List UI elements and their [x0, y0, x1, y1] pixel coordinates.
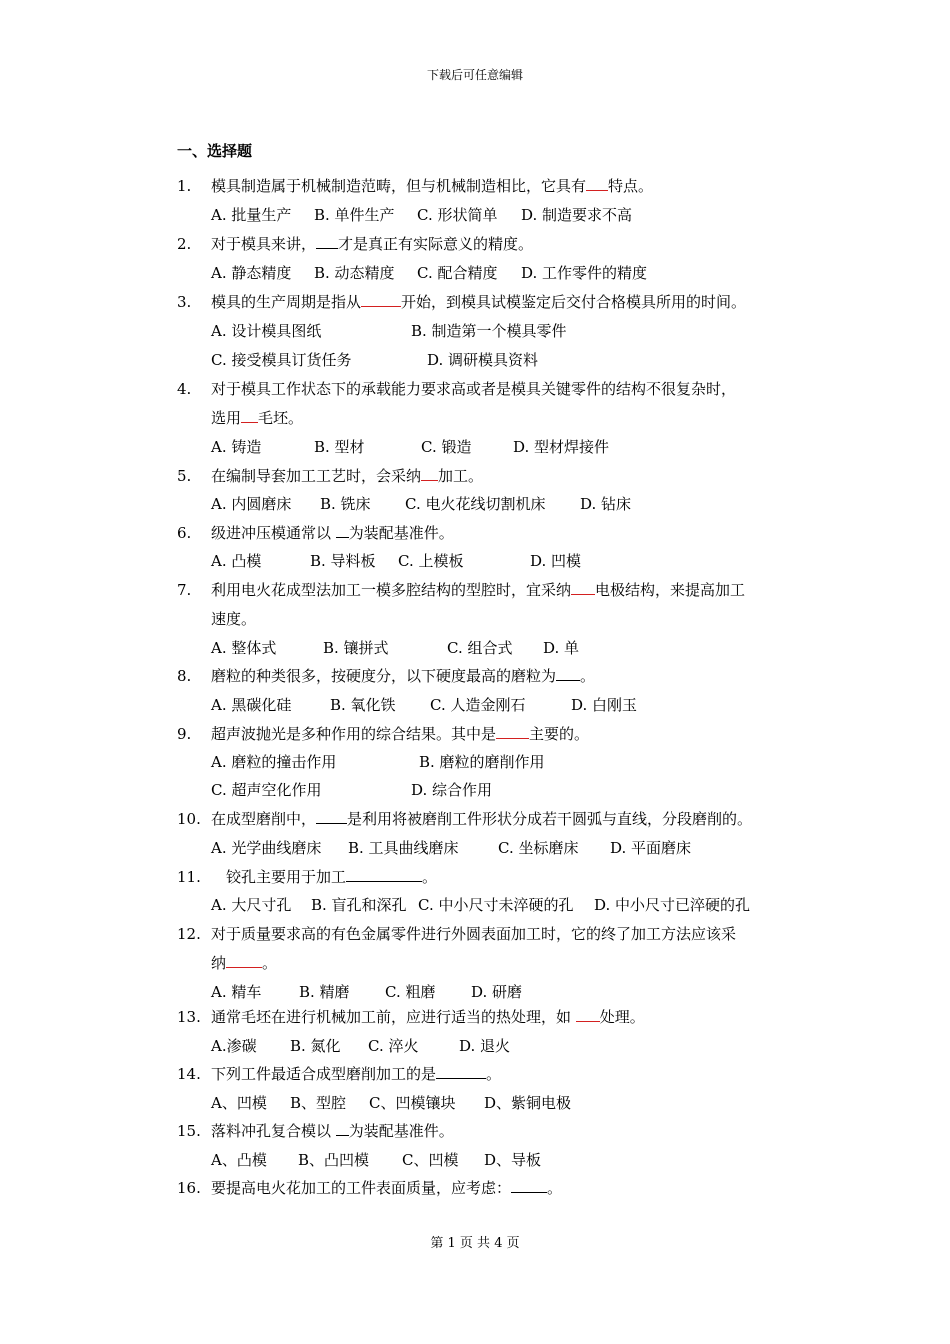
option-b: B. 导料板 [310, 552, 376, 570]
option-d: D. 调研模具资料 [427, 351, 539, 369]
option-d: D. 制造要求不高 [521, 206, 633, 224]
answer-blank [316, 232, 338, 249]
option-b: B. 动态精度 [314, 264, 395, 282]
answer-blank [571, 578, 595, 595]
option-b: B. 型材 [314, 438, 365, 456]
option-d: D. 凹模 [530, 552, 582, 570]
option-b: B. 磨粒的磨削作用 [419, 753, 545, 771]
question-text: 下列工件最适合成型磨削加工的是 。 [211, 1061, 501, 1087]
question-text: 级进冲压模通常以 为装配基准件。 [211, 520, 454, 546]
question-number: 8. [177, 667, 192, 685]
option-d: D. 白刚玉 [571, 696, 638, 714]
answer-blank [421, 464, 438, 481]
option-d: D. 单 [543, 639, 580, 657]
question-text: 对于模具来讲， 才是真正有实际意义的精度。 [211, 231, 533, 257]
answer-blank [436, 1062, 486, 1079]
answer-blank [336, 1119, 349, 1136]
option-a: A、凸模 [211, 1151, 267, 1169]
option-a: A. 内圆磨床 [211, 495, 292, 513]
option-a: A.渗碳 [211, 1037, 257, 1055]
question-number: 11. [177, 868, 201, 886]
answer-blank [511, 1176, 547, 1193]
option-b: B. 氮化 [290, 1037, 341, 1055]
answer-blank [556, 664, 580, 681]
option-c: C. 坐标磨床 [498, 839, 579, 857]
option-b: B、型腔 [290, 1094, 347, 1112]
option-c: C. 粗磨 [385, 983, 436, 1001]
page-header: 下载后可任意编辑 [426, 68, 523, 82]
option-b: B. 氧化铁 [330, 696, 396, 714]
question-text: 模具制造属于机械制造范畴，但与机械制造相比，它具有 特点。 [211, 173, 653, 199]
question-number: 12. [177, 925, 201, 943]
option-d: D. 综合作用 [411, 781, 493, 799]
question-text: 对于质量要求高的有色金属零件进行外圆表面加工时，它的终了加工方法应该采 [211, 925, 737, 943]
option-c: C. 淬火 [368, 1037, 419, 1055]
option-d: D. 型材焊接件 [513, 438, 610, 456]
answer-blank [361, 290, 401, 307]
option-b: B. 制造第一个模具零件 [411, 322, 567, 340]
answer-blank [586, 174, 608, 191]
option-a: A. 静态精度 [211, 264, 292, 282]
question-number: 2. [177, 235, 192, 253]
option-b: B. 镶拼式 [323, 639, 389, 657]
answer-blank [346, 865, 422, 882]
section-title: 一、选择题 [177, 142, 253, 160]
option-a: A. 黑碳化硅 [211, 696, 292, 714]
question-number: 14. [177, 1065, 201, 1083]
question-text: 超声波抛光是多种作用的综合结果。其中是 主要的。 [211, 721, 589, 747]
answer-blank [226, 951, 262, 968]
question-text: 利用电火花成型法加工一模多腔结构的型腔时，宜采纳 电极结构，来提高加工 [211, 577, 745, 603]
option-a: A. 光学曲线磨床 [211, 839, 322, 857]
question-text: 铰孔主要用于加工 。 [226, 864, 437, 890]
option-d: D、导板 [484, 1151, 542, 1169]
option-b: B、凸凹模 [298, 1151, 370, 1169]
option-b: B. 工具曲线磨床 [348, 839, 459, 857]
question-number: 10. [177, 810, 201, 828]
option-c: C. 电火花线切割机床 [405, 495, 546, 513]
question-number: 7. [177, 581, 192, 599]
question-number: 3. [177, 293, 192, 311]
option-b: B. 单件生产 [314, 206, 395, 224]
question-text: 在编制导套加工工艺时，会采纳 加工。 [211, 463, 483, 489]
option-c: C. 上模板 [398, 552, 464, 570]
option-a: A. 整体式 [211, 639, 277, 657]
option-c: C. 配合精度 [417, 264, 498, 282]
question-text: 选用 毛坯。 [211, 405, 303, 431]
question-text: 对于模具工作状态下的承载能力要求高或者是模具关键零件的结构不很复杂时， [211, 380, 737, 398]
option-c: C. 接受模具订货任务 [211, 351, 352, 369]
option-d: D. 研磨 [471, 983, 523, 1001]
answer-blank [336, 521, 349, 538]
option-a: A. 精车 [211, 983, 262, 1001]
question-text: 速度。 [211, 610, 257, 628]
question-text: 通常毛坯在进行机械加工前，应进行适当的热处理，如 处理。 [211, 1004, 645, 1030]
answer-blank [496, 722, 529, 739]
option-c: C. 人造金刚石 [430, 696, 526, 714]
option-b: B. 精磨 [299, 983, 350, 1001]
answer-blank [576, 1005, 600, 1022]
option-d: D. 钻床 [580, 495, 632, 513]
option-b: B. 盲孔和深孔 [311, 896, 407, 914]
option-d: D. 退火 [459, 1037, 511, 1055]
question-text: 模具的生产周期是指从 开始，到模具试模鉴定后交付合格模具所用的时间。 [211, 289, 746, 315]
option-d: D. 工作零件的精度 [521, 264, 648, 282]
option-c: C. 超声空化作用 [211, 781, 322, 799]
option-c: C. 中小尺寸未淬硬的孔 [418, 896, 574, 914]
question-text: 磨粒的种类很多，按硬度分，以下硬度最高的磨粒为 。 [211, 663, 595, 689]
option-a: A. 批量生产 [211, 206, 292, 224]
option-c: C、凹模 [402, 1151, 459, 1169]
option-a: A、凹模 [211, 1094, 267, 1112]
option-a: A. 设计模具图纸 [211, 322, 322, 340]
option-c: C. 形状简单 [417, 206, 498, 224]
question-number: 9. [177, 725, 192, 743]
option-c: C. 组合式 [447, 639, 513, 657]
option-c: C、凹模镶块 [369, 1094, 456, 1112]
question-text: 落料冲孔复合模以 为装配基准件。 [211, 1118, 454, 1144]
question-text: 要提高电火花加工的工件表面质量，应考虑： 。 [211, 1175, 562, 1201]
answer-blank [241, 406, 258, 423]
option-d: D. 中小尺寸已淬硬的孔 [594, 896, 751, 914]
option-b: B. 铣床 [320, 495, 371, 513]
option-d: D. 平面磨床 [610, 839, 692, 857]
question-number: 16. [177, 1179, 201, 1197]
answer-blank [316, 807, 347, 824]
option-a: A. 铸造 [211, 438, 262, 456]
question-number: 4. [177, 380, 192, 398]
question-number: 5. [177, 467, 192, 485]
question-number: 15. [177, 1122, 201, 1140]
question-number: 13. [177, 1008, 201, 1026]
option-a: A. 大尺寸孔 [211, 896, 292, 914]
question-number: 6. [177, 524, 192, 542]
question-text: 在成型磨削中， 是利用将被磨削工件形状分成若干圆弧与直线，分段磨削的。 [211, 806, 752, 832]
option-d: D、紫铜电极 [484, 1094, 572, 1112]
question-number: 1. [177, 177, 192, 195]
option-a: A. 磨粒的撞击作用 [211, 753, 337, 771]
question-text: 纳 。 [211, 950, 277, 976]
page-footer: 第 1 页 共 4 页 [430, 1236, 520, 1251]
option-a: A. 凸模 [211, 552, 262, 570]
option-c: C. 锻造 [421, 438, 472, 456]
